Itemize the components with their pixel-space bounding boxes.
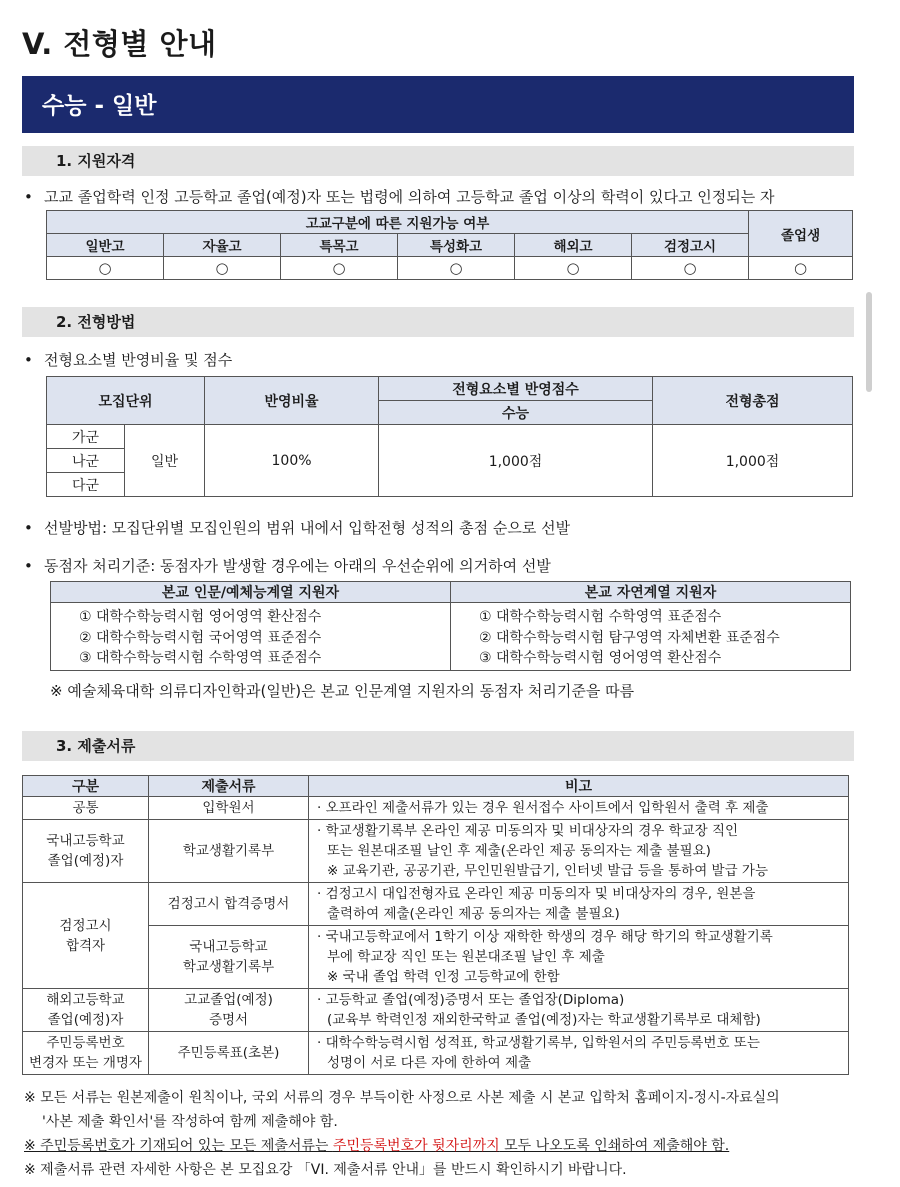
docs-cat: 해외고등학교 졸업(예정)자	[23, 989, 149, 1032]
total-value: 1,000점	[653, 425, 853, 497]
footnote-1a: ※ 모든 서류는 원본제출이 원칙이나, 국외 서류의 경우 부득이한 사정으로 사본 제출 시 본교 입학처 홈페이지-정시-자료실의	[24, 1090, 780, 1106]
tie-table	[50, 581, 851, 671]
tie-left-header: 본교 인문/예체능계열 지원자	[51, 582, 451, 603]
docs-cat: 주민등록번호 변경자 또는 개명자	[23, 1032, 149, 1075]
tie-left-1: ① 대학수학능력시험 영어영역 환산점수	[51, 603, 451, 627]
docs-doc: 입학원서	[149, 797, 309, 820]
footnote-2: ※ 주민등록번호가 기재되어 있는 모든 제출서류는 주민등록번호가 뒷자리까지 모두 나오도록 인쇄하여 제출해야 함.	[24, 1138, 730, 1154]
eligibility-graduate-header: 졸업생	[749, 211, 853, 257]
docs-remark: · 고등학교 졸업(예정)증명서 또는 졸업장(Diploma) (교육부 학력인정 재외한국학교 졸업(예정)자는 학교생활기록부로 대체함)	[309, 989, 849, 1032]
col-header: 특목고	[281, 234, 398, 257]
selection-bullet: • 선발방법: 모집단위별 모집인원의 범위 내에서 입학전형 성적의 총점 순으로 선발	[24, 519, 571, 537]
unit-general: 일반	[125, 425, 205, 497]
docs-doc: 주민등록표(초본)	[149, 1032, 309, 1075]
eligibility-bullet: • 고교 졸업학력 인정 고등학교 졸업(예정)자 또는 법령에 의하여 고등학교 졸업 이상의 학력이 있다고 인정되는 자	[24, 188, 775, 206]
page-title: V. 전형별 안내	[22, 27, 217, 61]
footnote-2-highlight: 주민등록번호가 뒷자리까지	[332, 1138, 500, 1154]
tie-note: ※ 예술체육대학 의류디자인학과(일반)은 본교 인문계열 지원자의 동점자 처리기준을 따름	[50, 682, 635, 700]
col-header: 해외고	[515, 234, 632, 257]
tie-right-header: 본교 자연계열 지원자	[451, 582, 851, 603]
docs-cat: 공통	[23, 797, 149, 820]
footnote-1b: '사본 제출 확인서'를 작성하여 함께 제출해야 함.	[42, 1114, 338, 1130]
method-table	[46, 376, 853, 497]
tie-bullet: • 동점자 처리기준: 동점자가 발생할 경우에는 아래의 우선순위에 의거하여 선발	[24, 557, 551, 575]
tie-left-2: ② 대학수학능력시험 국어영역 표준점수	[51, 626, 451, 647]
unit-header: 모집단위	[47, 377, 205, 425]
docs-doc: 국내고등학교 학교생활기록부	[149, 926, 309, 989]
col-header: 특성화고	[398, 234, 515, 257]
eligibility-table	[46, 210, 853, 280]
tie-right-2: ② 대학수학능력시험 탐구영역 자체변환 표준점수	[451, 626, 851, 647]
ratio-value: 100%	[205, 425, 379, 497]
docs-remark: · 검정고시 대입전형자료 온라인 제공 미동의자 및 비대상자의 경우, 원본을 출력하여 제출(온라인 제공 동의자는 제출 불필요)	[309, 883, 849, 926]
docs-remark: · 오프라인 제출서류가 있는 경우 원서접수 사이트에서 입학원서 출력 후 제출	[309, 797, 849, 820]
footnote-3: ※ 제출서류 관련 자세한 사항은 본 모집요강 「VI. 제출서류 안내」를 반드시 확인하시기 바랍니다.	[24, 1162, 627, 1178]
docs-cat-header: 구분	[23, 776, 149, 797]
docs-doc: 고교졸업(예정) 증명서	[149, 989, 309, 1032]
tie-right-3: ③ 대학수학능력시험 영어영역 환산점수	[451, 647, 851, 671]
eligible-mark: ○	[749, 257, 853, 280]
docs-remark: · 대학수학능력시험 성적표, 학교생활기록부, 입학원서의 주민등록번호 또는 성명이 서로 다른 자에 한하여 제출	[309, 1032, 849, 1075]
col-header: 자율고	[164, 234, 281, 257]
documents-table	[22, 775, 849, 1075]
eligibility-group-header: 고교구분에 따른 지원가능 여부	[47, 211, 749, 234]
score-value: 1,000점	[379, 425, 653, 497]
group-da: 다군	[47, 473, 125, 497]
eligible-mark: ○	[47, 257, 164, 280]
ratio-header: 반영비율	[205, 377, 379, 425]
section-header-eligibility: 1. 지원자격	[22, 146, 854, 176]
col-header: 일반고	[47, 234, 164, 257]
eligible-mark: ○	[164, 257, 281, 280]
eligible-mark: ○	[398, 257, 515, 280]
docs-note-header: 비고	[309, 776, 849, 797]
score-group-header: 전형요소별 반영점수	[379, 377, 653, 401]
eligible-mark: ○	[515, 257, 632, 280]
tie-right-1: ① 대학수학능력시험 수학영역 표준점수	[451, 603, 851, 627]
total-header: 전형총점	[653, 377, 853, 425]
docs-doc: 학교생활기록부	[149, 820, 309, 883]
docs-remark: · 국내고등학교에서 1학기 이상 재학한 학생의 경우 해당 학기의 학교생활기록 부에 학교장 직인 또는 원본대조필 날인 후 제출 ※ 국내 졸업 학력 인정 고등학교에 한함	[309, 926, 849, 989]
method-bullet: • 전형요소별 반영비율 및 점수	[24, 351, 233, 369]
suneung-header: 수능	[379, 401, 653, 425]
scrollbar-thumb[interactable]	[866, 292, 872, 392]
col-header: 검정고시	[632, 234, 749, 257]
section-header-documents: 3. 제출서류	[22, 731, 854, 761]
docs-cat: 국내고등학교 졸업(예정)자	[23, 820, 149, 883]
eligible-mark: ○	[632, 257, 749, 280]
docs-doc-header: 제출서류	[149, 776, 309, 797]
docs-doc: 검정고시 합격증명서	[149, 883, 309, 926]
docs-remark: · 학교생활기록부 온라인 제공 미동의자 및 비대상자의 경우 학교장 직인 또는 원본대조필 날인 후 제출(온라인 제공 동의자는 제출 불필요) ※ 교육기관, 공공기관, 무인민원발급기, 인터넷 발급 등을 통하여 발급 가능	[309, 820, 849, 883]
docs-cat: 검정고시 합격자	[23, 883, 149, 989]
section-banner: 수능 - 일반	[22, 76, 854, 133]
eligible-mark: ○	[281, 257, 398, 280]
group-ga: 가군	[47, 425, 125, 449]
tie-left-3: ③ 대학수학능력시험 수학영역 표준점수	[51, 647, 451, 671]
group-na: 나군	[47, 449, 125, 473]
section-header-method: 2. 전형방법	[22, 307, 854, 337]
